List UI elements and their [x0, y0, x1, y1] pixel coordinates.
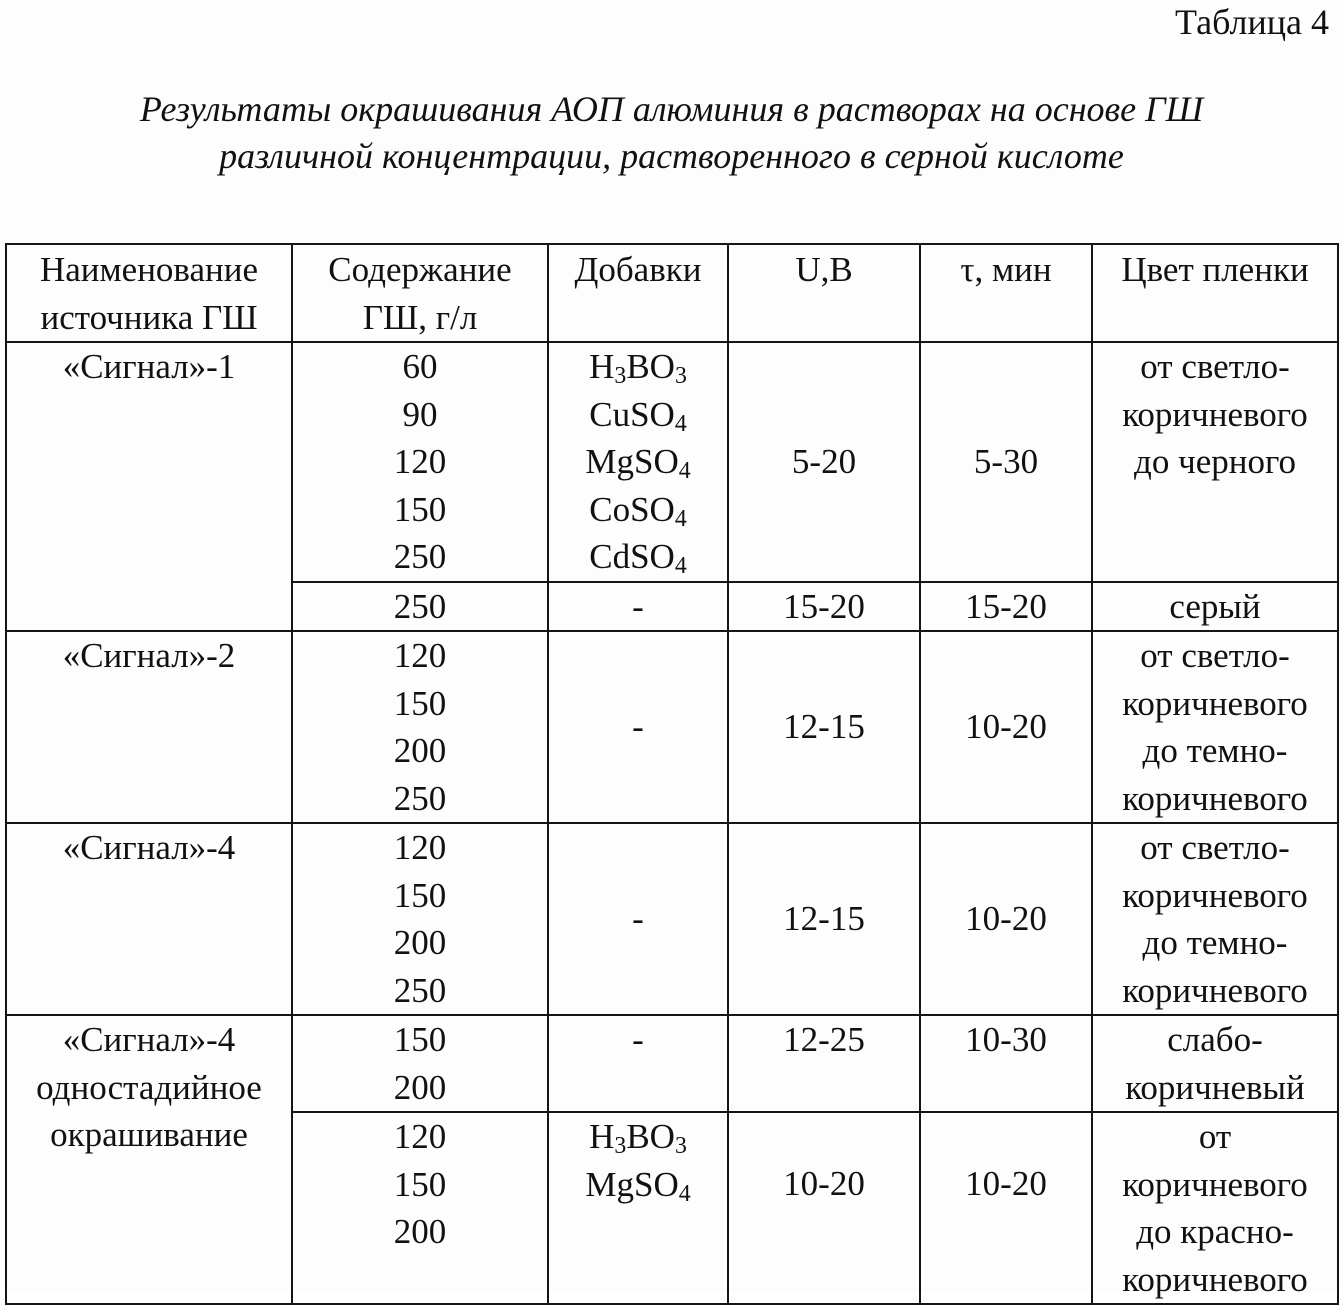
time-cell: 10-20	[920, 631, 1092, 823]
additives-cell: -	[548, 823, 728, 1015]
additives-cell: -	[548, 631, 728, 823]
table-row	[6, 342, 1338, 582]
time-cell: 10-20	[920, 1112, 1092, 1304]
color-cell: серый	[1092, 582, 1338, 632]
voltage-cell: 12-15	[728, 823, 920, 1015]
header-time: τ, мин	[920, 244, 1092, 342]
time-cell: 10-30	[920, 1015, 1092, 1112]
additives-cell: -	[548, 1015, 728, 1112]
results-table	[5, 243, 1339, 1305]
content-cell: 60 90 120 150 250	[292, 342, 548, 582]
voltage-cell: 15-20	[728, 582, 920, 632]
additive-mgso4: MgSO$_4$	[585, 442, 691, 484]
additives-cell	[548, 1112, 728, 1304]
content-cell: 120 150 200	[292, 1112, 548, 1304]
color-cell: от светло- коричневого до черного	[1092, 342, 1338, 582]
table-row	[6, 1015, 1338, 1112]
time-cell: 10-20	[920, 823, 1092, 1015]
header-source: Наименование источника ГШ	[6, 244, 292, 342]
additive-mgso4: MgSO$_4$	[585, 1164, 691, 1207]
header-row	[6, 244, 1338, 342]
additive-h3bo3: $H_3BO_3$	[589, 1117, 687, 1159]
additives-cell: -	[548, 582, 728, 632]
table-caption	[0, 86, 1343, 180]
time-cell: 15-20	[920, 582, 1092, 632]
header-additives: Добавки	[548, 244, 728, 342]
additive-cuso4: CuSO$_4$	[589, 394, 687, 437]
caption-line-2: различной концентрации, растворенного в серной кислоте	[219, 136, 1124, 176]
time-cell: 5-30	[920, 342, 1092, 582]
content-cell: 250	[292, 582, 548, 632]
color-cell: слабо- коричневый	[1092, 1015, 1338, 1112]
voltage-cell: 12-15	[728, 631, 920, 823]
header-voltage: U,В	[728, 244, 920, 342]
table-number-label: Таблица 4	[1175, 2, 1329, 42]
voltage-cell: 5-20	[728, 342, 920, 582]
content-cell: 120 150 200 250	[292, 631, 548, 823]
source-name-cell: «Сигнал»-4 одностадийное окрашивание	[6, 1015, 292, 1304]
content-cell: 150 200	[292, 1015, 548, 1112]
source-name-cell: «Сигнал»-2	[6, 631, 292, 823]
additive-coso4: CoSO$_4$	[589, 489, 687, 532]
source-name-cell: «Сигнал»-4	[6, 823, 292, 1015]
color-cell: от коричневого до красно- коричневого	[1092, 1112, 1338, 1304]
additive-h3bo3: $H_3BO_3$	[589, 347, 687, 389]
voltage-cell: 12-25	[728, 1015, 920, 1112]
caption-line-1: Результаты окрашивания АОП алюминия в растворах на основе ГШ	[139, 89, 1204, 129]
additive-cdso4: CdSO$_4$	[589, 537, 687, 579]
color-cell: от светло- коричневого до темно- коричневого	[1092, 823, 1338, 1015]
table-row	[6, 823, 1338, 1015]
header-content: Содержание ГШ, г/л	[292, 244, 548, 342]
content-cell: 120 150 200 250	[292, 823, 548, 1015]
table-row	[6, 631, 1338, 823]
voltage-cell: 10-20	[728, 1112, 920, 1304]
color-cell: от светло- коричневого до темно- коричневого	[1092, 631, 1338, 823]
additives-cell	[548, 342, 728, 582]
source-name-cell: «Сигнал»-1	[6, 342, 292, 631]
header-color: Цвет пленки	[1092, 244, 1338, 342]
